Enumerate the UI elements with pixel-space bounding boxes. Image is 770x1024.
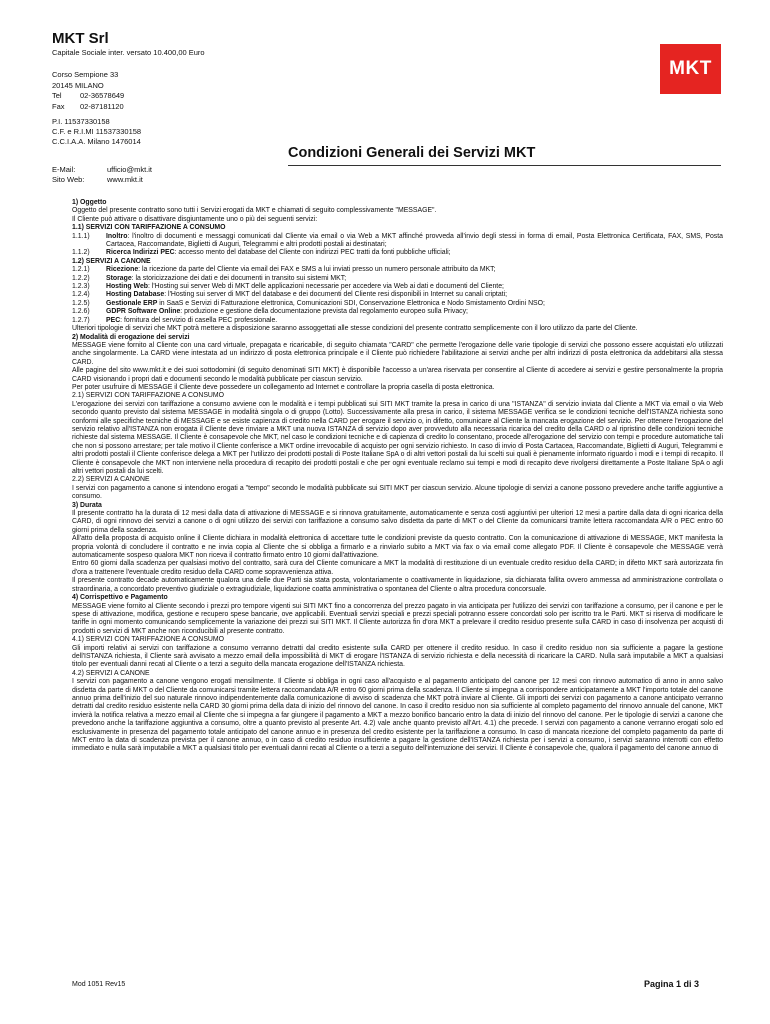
service-desc: : produzione e gestione della documentazione prevista dal regolamento europeo sulla Privacy; xyxy=(180,308,468,316)
service-name: PEC xyxy=(106,316,121,324)
web-value: www.mkt.it xyxy=(107,175,143,184)
service-name: Hosting Database xyxy=(106,291,165,299)
address-line-1: Corso Sempione 33 xyxy=(52,70,119,79)
service-item xyxy=(72,317,723,325)
paragraph: MESSAGE viene fornito al Cliente secondo i prezzi pro tempore vigenti sui SITI MKT fino a concorrenza del prezzo pagato in via anticipata per l'utilizzo dei servizi con tariffazione a consumo, per il canone e per le spese di attivazione, modifica, gestione e recupero spese bancarie, ove applicabili. Eventuali servizi speciali e prezzi speciali potranno essere concordati solo per iscritto tra le Parti. MKT si riserva di modificare le tariffe in ogni momento comunicando semplicemente la variazione dei prezzi sui SITI MKT. Il Cliente autorizza fin d'ora MKT a prelevare il credito residuo presente sulla CARD in caso di insolvenza per acquisti di prodotti o servizi di MKT anche non riconducibili al presente contratto. xyxy=(72,602,723,635)
service-item xyxy=(72,249,723,257)
form-code: Mod 1051 Rev15 xyxy=(72,981,126,988)
service-number: 1.2.3) xyxy=(72,283,90,291)
paragraph: MESSAGE viene fornito al Cliente con una card virtuale, prepagata e ricaricabile, di seguito chiamata "CARD" che permette l'erogazione delle varie tipologie di servizi che possono essere acquistati e/o utilizzati anche singolarmente. La CARD viene intestata ad un indirizzo di posta elettronica principale e il Cliente può richiedere l'abilitazione ai servizi anche per altri indirizzi di posta elettronica da addebitarsi alla stessa CARD. xyxy=(72,341,723,366)
company-capital: Capitale Sociale inter. versato 10.400,00 Euro xyxy=(52,48,205,57)
service-number: 1.2.6) xyxy=(72,308,90,316)
paragraph: Oggetto del presente contratto sono tutti i Servizi erogati da MKT e chiamati di seguito complessivamente "MESSAGE". xyxy=(72,207,437,215)
page-number: Pagina 1 di 3 xyxy=(644,979,700,989)
address-line-2: 20145 MILANO xyxy=(52,80,104,90)
title-underline xyxy=(288,165,721,166)
service-number: 1.2.2) xyxy=(72,274,90,282)
section-title: 3) Durata xyxy=(72,501,102,509)
paragraph: Ulteriori tipologie di servizi che MKT potrà mettere a disposizione saranno assoggettati alle stesse condizioni del presente contratto semplicemente con il loro utilizzo da parte del Cliente. xyxy=(72,325,638,333)
service-number: 1.2.1) xyxy=(72,266,90,274)
subsection-title: 4.1) SERVIZI CON TARIFFAZIONE A CONSUMO xyxy=(72,636,225,644)
tel-value: 02-36578649 xyxy=(80,91,125,100)
service-desc: : fornitura del servizio di casella PEC professionale. xyxy=(120,316,278,324)
subsection-title: 4.2) SERVIZI A CANONE xyxy=(72,669,150,677)
service-number: 1.1.1) xyxy=(72,232,90,240)
fax-label: Fax xyxy=(52,101,65,111)
fax-value: 02-87181120 xyxy=(80,101,124,111)
paragraph: Entro 60 giorni dalla scadenza per qualsiasi motivo del contratto, sarà cura del Cliente comunicare a MKT la modalità di restituzione di un eventuale credito residuo della CARD; in difetto MKT sarà autorizzata fin d'ora a trattenere l'eventuale credito residuo della CARD come sopravvenienza attiva. xyxy=(72,560,723,576)
service-item xyxy=(72,283,723,291)
service-name: Storage xyxy=(106,274,132,282)
tel-label: Tel xyxy=(52,91,62,100)
company-contact xyxy=(52,165,152,185)
piva: P.I. 11537330158 xyxy=(52,117,110,126)
service-name: Inoltro xyxy=(106,232,128,240)
paragraph: Gli importi relativi ai servizi con tariffazione a consumo verranno detratti dal credito esistente sulla CARD per ottenere il credito residuo. In caso il credito residuo non sia sufficiente a pagare la gestione dell'ISTANZA richiesta, il Cliente sarà avvisato a mezzo email della impossibilità di MKT di erogare l'ISTANZA di servizio richiesta e della necessità di ricaricare la CARD. Nulla sarà imputabile a MKT a qualsiasi titolo per eventuali danni recati al Cliente o a terzi a seguito della mancata erogazione dell'ISTANZA richiesta. xyxy=(72,644,723,669)
service-desc: : accesso mento del database del Cliente con indirizzi PEC tratti da fonti pubbliche ufficiali; xyxy=(174,249,451,257)
service-number: 1.1.2) xyxy=(72,249,90,257)
service-name: Hosting Web xyxy=(106,283,148,291)
paragraph: Per poter usufruire di MESSAGE il Cliente deve possedere un collegamento ad Internet e controllare la propria casella di posta elettronica. xyxy=(72,383,495,391)
paragraph: I servizi con pagamento a canone si intendono erogati a "tempo" secondo le modalità pubblicate sui SITI MKT per ciascun servizio. Alcune tipologie di servizi a canone possono prevedere anche tariffe aggiuntive a consumo. xyxy=(72,484,723,501)
document-body xyxy=(72,199,723,754)
section-title: 2) Modalità di erogazione dei servizi xyxy=(72,333,190,341)
service-desc: : l'Hosting sui server Web di MKT delle applicazioni necessarie per accedere via Web ai dati e documenti del Cliente; xyxy=(147,283,504,291)
service-desc: : la ricezione da parte del Cliente via email dei FAX e SMS a lui inviati presso un numero personale attribuito da MKT; xyxy=(138,266,496,274)
company-registration xyxy=(52,117,141,147)
service-name: Ricezione xyxy=(106,266,139,274)
paragraph: Il Cliente può attivare o disattivare disgiuntamente uno o più dei seguenti servizi: xyxy=(72,215,318,223)
paragraph: All'atto della proposta di acquisto online il Cliente dichiara in modalità elettronica di accettare tutte le condizioni previste da questo contratto. Con la comunicazione di attivazione di MESSAGE, MKT manifesta la propria volontà di concludere il contratto e ne invia copia al Cliente che si obbliga a firmarlo e a rinviarlo subito a MKT via fax o via email come allegato PDF. Il Cliente è consapevole che MESSAGE verrà automaticamente sospeso qualora MKT non riceva il contratto firmato entro 10 giorni dall'attivazione. xyxy=(72,535,723,560)
service-number: 1.2.4) xyxy=(72,291,90,299)
paragraph: Alle pagine del sito www.mkt.it e dei suoi sottodomini (di seguito denominati SITI MKT) è disponibile l'accesso a un'area riservata per consentire al Cliente di accedere ai servizi e gestire personalmente la propria CARD visionando i propri dati e documenti secondo le modalità pubblicate per ciascun servizio. xyxy=(72,367,723,383)
service-desc: : la storicizzazione dei dati e dei documenti in transito sui sistemi MKT; xyxy=(131,274,347,282)
paragraph: L'erogazione dei servizi con tariffazione a consumo avviene con le modalità e i tempi pubblicati sui SITI MKT tramite la presa in carico di una "ISTANZA" di servizio inviata dal Cliente a MKT via email o via Web secondo quanto previsto dal sistema MESSAGE in modalità singola o di gruppo (Lotto). Successivamente alla presa in carico, il sistema MESSAGE verifica se le condizioni tecniche dell'ISTANZA richiesta sono conformi alle specifiche tecniche di MESSAGE e se esiste capienza di credito nella CARD per erogare il servizio o, in difetto, comunicare al Cliente la mancata erogazione del servizio. Per ottenere l'erogazione del servizio relativo all'ISTANZA non erogata il Cliente deve rinviare a MKT una nuova ISTANZA di servizio dopo aver provveduto alla necessaria ricarica del credito della CARD o al ripristino delle condizioni tecniche richieste dal sistema MESSAGE. Il Cliente è consapevole che MKT, nel caso le condizioni tecniche e di capienza di credito lo consentano, procede all'erogazione del servizio con tempi e procedure automatiche tali che non si possono arrestare; per tale motivo il Cliente conferisce a MKT ordine irrevocabile di acquisto per ogni servizio richiesto. In caso di invio di Posta Cartacea, Raccomandate, Biglietti di Auguri, Telegrammi e altri prodotti postali il Cliente conferisce delega a MKT per l'utilizzo dei prodotti postali di Poste Italiane SpA o di altri vettori postali da lui scelti sui quali è pienamente informato riguardo i modi e i tempi di recapito. Il Cliente è consapevole che MKT non interviene nella procedura di recapito dei prodotti postali e che per ogni eventuale reclamo sui tempi e modi di recapito deve rivolgersi direttamente a Poste Italiane SpA o agli altri vettori postali da lui scelti. xyxy=(72,400,723,475)
codice-fiscale: C.F. e R.I.MI 11537330158 xyxy=(52,127,142,136)
service-item xyxy=(72,300,723,308)
web-label: Sito Web: xyxy=(52,175,85,184)
section-title: 4) Corrispettivo e Pagamento xyxy=(72,594,168,602)
company-address xyxy=(52,70,124,112)
service-desc: : l'inoltro di documenti e messaggi comunicati dal Cliente via email o via Web a MKT affinché provveda all'invio degli stessi in forma di email, Posta Elettronica Certificata, FAX, SMS, Posta Cartacea, Raccomandate, Biglietti di Auguri, Telegrammi e altri prodotti postali ai destinatari; xyxy=(106,232,723,249)
email-value: ufficio@mkt.it xyxy=(107,165,152,174)
service-item xyxy=(72,308,723,316)
subsection-title: 1.1) SERVIZI CON TARIFFAZIONE A CONSUMO xyxy=(72,224,226,232)
cciaa: C.C.I.A.A. Milano 1476014 xyxy=(52,137,141,146)
service-name: Gestionale ERP xyxy=(106,299,158,307)
service-desc: in SaaS e Servizi di Fatturazione elettronica, Comunicazioni SDI, Conservazione Elettronica e Nodo Smistamento Ordini NSO; xyxy=(157,299,545,307)
subsection-title: 2.2) SERVIZI A CANONE xyxy=(72,476,150,484)
service-list xyxy=(72,266,723,325)
service-name: Ricerca Indirizzi PEC xyxy=(106,249,175,257)
section-title: 1) Oggetto xyxy=(72,199,107,206)
paragraph: Il presente contratto ha la durata di 12 mesi dalla data di attivazione di MESSAGE e si rinnova gratuitamente, automaticamente e senza costi aggiuntivi per ulteriori 12 mesi a partire dalla data di ogni ricarica della CARD, di ogni rinnovo dei servizi a canone o di ogni utilizzo dei servizi con tariffazione a consumo salvo disdetta da parte di MKT o del Cliente da comunicarsi tramite lettera raccomandata A/R o PEC entro 60 giorni prima della scadenza. xyxy=(72,510,723,534)
service-number: 1.2.7) xyxy=(72,316,90,324)
company-name: MKT Srl xyxy=(52,30,109,47)
service-item xyxy=(72,291,723,299)
email-label: E-Mail: xyxy=(52,165,76,174)
paragraph: I servizi con pagamento a canone vengono erogati mensilmente. Il Cliente si obbliga in ogni caso all'acquisto e al pagamento anticipato del canone per 12 mesi con rinnovo automatico di anno in anno salvo disdetta da parte di MKT o del Cliente da comunicarsi tramite lettera raccomandata A/R entro 60 giorni prima della scadenza. Il Cliente si impegna a corrispondere anticipatamente a MKT l'importo totale del canone annuo prima dell'inizio del suo naturale rinnovo indipendentemente dalla comunicazione di avviso di scadenza che MKT potrà inviare al Cliente. Gli importi dei servizi con pagamento a canone anticipato verranno detratti dal credito residuo esistente nella CARD 30 giorni prima della data di inizio del rinnovo del canone. In caso il credito residuo non sia sufficiente al completo pagamento del rinnovo annuale del canone, MKT invierà la notifica relativa a mezzo email al Cliente che si impegna a far giungere il pagamento a MKT a mezzo bonifico bancario entro la data di inizio del rinnovo del canone. Per le tipologie di servizi a canone che prevedono anche la tariffazione aggiuntiva a consumo, oltre a quanto previsto al presente Art. 4.2) vale anche quanto previsto all'Art. 4.1) che precede. I servizi con pagamento a canone verranno erogati solo ed esclusivamente in presenza del pagamento totale anticipato del canone annuo e in presenza del credito esistente per la tariffazione a consumo. In caso di mancata ricezione del completo pagamento da parte di MKT entro la data di scadenza prevista per il canone annuo, o in caso di credito residuo insufficiente a pagare la gestione dell'ISTANZA richiesta per i servizi a consumo, i servizi saranno interrotti con effetto immediato e nulla sarà imputabile a MKT a qualsiasi titolo per eventuali danni recati al Cliente o a terzi a seguito dell'interruzione dei servizi. Il Cliente è consapevole che, qualora il pagamento del canone annuo di xyxy=(72,678,723,753)
service-item xyxy=(72,275,723,283)
mkt-logo: MKT xyxy=(660,44,721,94)
service-item xyxy=(72,233,723,250)
subsection-title: 1.2) SERVIZI A CANONE xyxy=(72,257,151,265)
service-name: GDPR Software Online xyxy=(106,308,181,316)
paragraph: Il presente contratto decade automaticamente qualora una delle due Parti sia stata posta, volontariamente o coattivamente in liquidazione, sia dichiarata fallita ovvero ammessa ad amministrazione controllata o straordinaria, a concordato preventivo giudiziale o extragiudiziale, liquidazione coatta amministrativa o spontanea del Cliente o altra procedura concorsuale. xyxy=(72,577,723,593)
document-title: Condizioni Generali dei Servizi MKT xyxy=(288,145,536,161)
subsection-title: 2.1) SERVIZI CON TARIFFAZIONE A CONSUMO xyxy=(72,392,225,400)
service-number: 1.2.5) xyxy=(72,299,90,307)
service-desc: : l'Hosting sui server di MKT del database e dei documenti del Cliente resi disponibili in Internet su canali criptati; xyxy=(164,291,508,299)
service-item xyxy=(72,266,723,274)
